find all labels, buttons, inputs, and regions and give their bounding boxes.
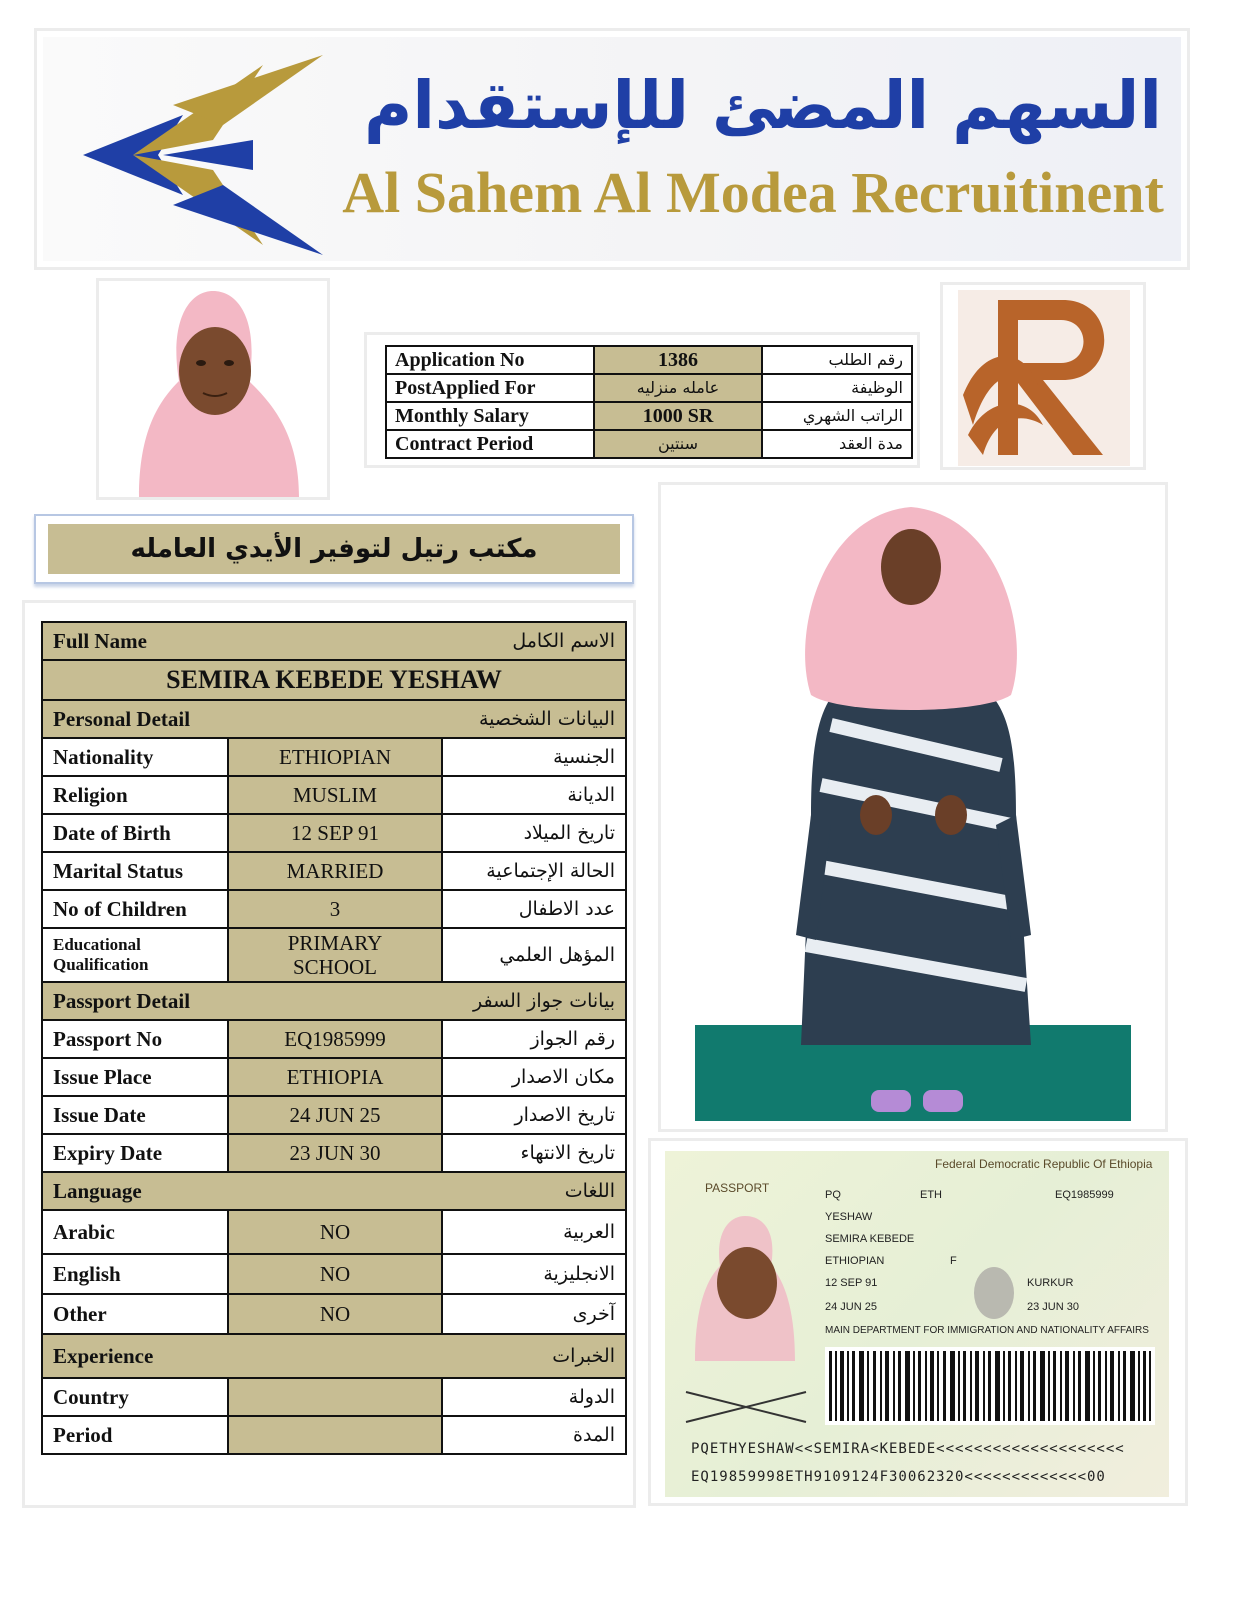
- issue-date-label: Issue Date: [42, 1096, 228, 1134]
- dob-label: Date of Birth: [42, 814, 228, 852]
- expiry-date-label-ar: تاريخ الانتهاء: [442, 1134, 626, 1172]
- marital-status-label: Marital Status: [42, 852, 228, 890]
- education-value: [228, 928, 442, 982]
- application-no-label-ar: رقم الطلب: [762, 346, 912, 374]
- mrz-line-2: EQ19859998ETH9109124F30062320<<<<<<<<<<<<<00: [691, 1469, 1106, 1485]
- table-row: [42, 622, 626, 660]
- passport-expiry-date: 23 JUN 30: [1027, 1301, 1079, 1313]
- portrait-image: [99, 281, 327, 497]
- language-heading-ar: اللغات: [442, 1172, 626, 1210]
- issue-place-label: Issue Place: [42, 1058, 228, 1096]
- salary-label: Monthly Salary: [386, 402, 594, 430]
- table-row: [42, 982, 626, 1020]
- passport-no-value: EQ1985999: [228, 1020, 442, 1058]
- table-row: [42, 1096, 626, 1134]
- office-title: مكتب رتيل لتوفير الأيدي العامله: [48, 524, 620, 574]
- post-value: عامله منزليه: [594, 374, 762, 402]
- education-label-line2: Qualification: [53, 955, 149, 974]
- passport-photo: [685, 1211, 805, 1361]
- education-label-line1: Educational: [53, 935, 141, 954]
- english-label-ar: الانجليزية: [442, 1254, 626, 1294]
- issue-place-label-ar: مكان الاصدار: [442, 1058, 626, 1096]
- marital-status-value: MARRIED: [228, 852, 442, 890]
- education-label: [42, 928, 228, 982]
- application-info-table: [385, 345, 913, 459]
- office-title-box: [34, 514, 634, 584]
- arabic-value: NO: [228, 1210, 442, 1254]
- children-label-ar: عدد الاطفال: [442, 890, 626, 928]
- arrow-logo-icon: [63, 45, 333, 261]
- passport-detail-heading: Passport Detail: [42, 982, 442, 1020]
- dob-label-ar: تاريخ الميلاد: [442, 814, 626, 852]
- worker-details-card: [22, 600, 636, 1508]
- nationality-value: ETHIOPIAN: [228, 738, 442, 776]
- passport-surname: YESHAW: [825, 1211, 873, 1223]
- other-value: NO: [228, 1294, 442, 1334]
- expiry-date-label: Expiry Date: [42, 1134, 228, 1172]
- table-row: [42, 1294, 626, 1334]
- table-row: [42, 852, 626, 890]
- passport-header: Federal Democratic Republic Of Ethiopia: [935, 1157, 1153, 1171]
- salary-label-ar: الراتب الشهري: [762, 402, 912, 430]
- full-name-label: Full Name: [42, 622, 442, 660]
- passport-nationality: ETHIOPIAN: [825, 1255, 885, 1267]
- passport-no-label: Passport No: [42, 1020, 228, 1058]
- table-row: [42, 660, 626, 700]
- other-label-ar: آخرى: [442, 1294, 626, 1334]
- mrz-line-1: PQETHYESHAW<<SEMIRA<KEBEDE<<<<<<<<<<<<<<<<<<<<: [691, 1441, 1125, 1457]
- r-logo-icon: [943, 285, 1143, 467]
- language-heading: Language: [42, 1172, 442, 1210]
- table-row: [42, 1416, 626, 1454]
- english-value: NO: [228, 1254, 442, 1294]
- marital-status-label-ar: الحالة الإجتماعية: [442, 852, 626, 890]
- issue-date-label-ar: تاريخ الاصدار: [442, 1096, 626, 1134]
- table-row: [386, 346, 912, 374]
- full-name-value: SEMIRA KEBEDE YESHAW: [42, 660, 626, 700]
- salary-value: 1000 SR: [594, 402, 762, 430]
- full-body-image: [661, 485, 1165, 1129]
- passport-birth-place: KURKUR: [1027, 1277, 1074, 1289]
- application-no-value: 1386: [594, 346, 762, 374]
- passport-barcode: [825, 1347, 1155, 1425]
- full-name-label-ar: الاسم الكامل: [442, 622, 626, 660]
- passport-ghost-photo: [969, 1263, 1019, 1323]
- period-label-ar: المدة: [442, 1416, 626, 1454]
- nationality-label-ar: الجنسية: [442, 738, 626, 776]
- passport-page: [665, 1151, 1169, 1497]
- passport-dob: 12 SEP 91: [825, 1277, 878, 1289]
- table-row: [42, 928, 626, 982]
- table-row: [42, 1134, 626, 1172]
- passport-scan: [648, 1138, 1188, 1506]
- english-label: English: [42, 1254, 228, 1294]
- table-row: [42, 1058, 626, 1096]
- passport-doc-label: PASSPORT: [705, 1181, 770, 1195]
- period-label: Period: [42, 1416, 228, 1454]
- company-name-english: Al Sahem Al Modea Recruitinent: [342, 160, 1164, 225]
- passport-detail-heading-ar: بيانات جواز السفر: [442, 982, 626, 1020]
- dob-value: 12 SEP 91: [228, 814, 442, 852]
- passport-given-names: SEMIRA KEBEDE: [825, 1233, 915, 1245]
- country-label: Country: [42, 1378, 228, 1416]
- personal-detail-heading-ar: البيانات الشخصية: [442, 700, 626, 738]
- country-label-ar: الدولة: [442, 1378, 626, 1416]
- expiry-date-value: 23 JUN 30: [228, 1134, 442, 1172]
- religion-label: Religion: [42, 776, 228, 814]
- table-row: [42, 1020, 626, 1058]
- table-row: [42, 814, 626, 852]
- period-value: [228, 1416, 442, 1454]
- passport-authority: MAIN DEPARTMENT FOR IMMIGRATION AND NATIONALITY AFFAIRS: [825, 1325, 1149, 1336]
- education-value-line1: PRIMARY: [287, 931, 383, 955]
- issue-place-value: ETHIOPIA: [228, 1058, 442, 1096]
- passport-number: EQ1985999: [1055, 1189, 1114, 1201]
- education-label-ar: المؤهل العلمي: [442, 928, 626, 982]
- children-value: 3: [228, 890, 442, 928]
- personal-detail-heading: Personal Detail: [42, 700, 442, 738]
- table-row: [42, 890, 626, 928]
- full-body-photo: [658, 482, 1168, 1132]
- experience-heading-ar: الخبرات: [442, 1334, 626, 1378]
- contract-label-ar: مدة العقد: [762, 430, 912, 458]
- passport-country-code: ETH: [920, 1189, 942, 1201]
- application-no-label: Application No: [386, 346, 594, 374]
- passport-no-label-ar: رقم الجواز: [442, 1020, 626, 1058]
- contract-value: سنتين: [594, 430, 762, 458]
- post-label: PostApplied For: [386, 374, 594, 402]
- portrait-photo: [96, 278, 330, 500]
- table-row: [42, 738, 626, 776]
- company-name-arabic: السهم المضئ للإستقدام: [364, 67, 1162, 144]
- passport-type: PQ: [825, 1189, 841, 1201]
- country-value: [228, 1378, 442, 1416]
- table-row: [42, 700, 626, 738]
- religion-label-ar: الديانة: [442, 776, 626, 814]
- table-row: [42, 1334, 626, 1378]
- table-row: [42, 1378, 626, 1416]
- table-row: [386, 430, 912, 458]
- application-info-card: [364, 332, 920, 468]
- worker-details-table: [41, 621, 627, 1455]
- children-label: No of Children: [42, 890, 228, 928]
- contract-label: Contract Period: [386, 430, 594, 458]
- table-row: [42, 1210, 626, 1254]
- post-label-ar: الوظيفة: [762, 374, 912, 402]
- table-row: [42, 776, 626, 814]
- experience-heading: Experience: [42, 1334, 442, 1378]
- table-row: [42, 1254, 626, 1294]
- signature-cross-icon: [681, 1387, 811, 1427]
- table-row: [386, 374, 912, 402]
- issue-date-value: 24 JUN 25: [228, 1096, 442, 1134]
- arabic-label-ar: العربية: [442, 1210, 626, 1254]
- arabic-label: Arabic: [42, 1210, 228, 1254]
- nationality-label: Nationality: [42, 738, 228, 776]
- header-banner: [34, 28, 1190, 270]
- religion-value: MUSLIM: [228, 776, 442, 814]
- passport-sex: F: [950, 1255, 957, 1267]
- office-logo: [940, 282, 1146, 470]
- passport-issue-date: 24 JUN 25: [825, 1301, 877, 1313]
- education-value-line2: SCHOOL: [292, 955, 377, 979]
- other-label: Other: [42, 1294, 228, 1334]
- table-row: [42, 1172, 626, 1210]
- table-row: [386, 402, 912, 430]
